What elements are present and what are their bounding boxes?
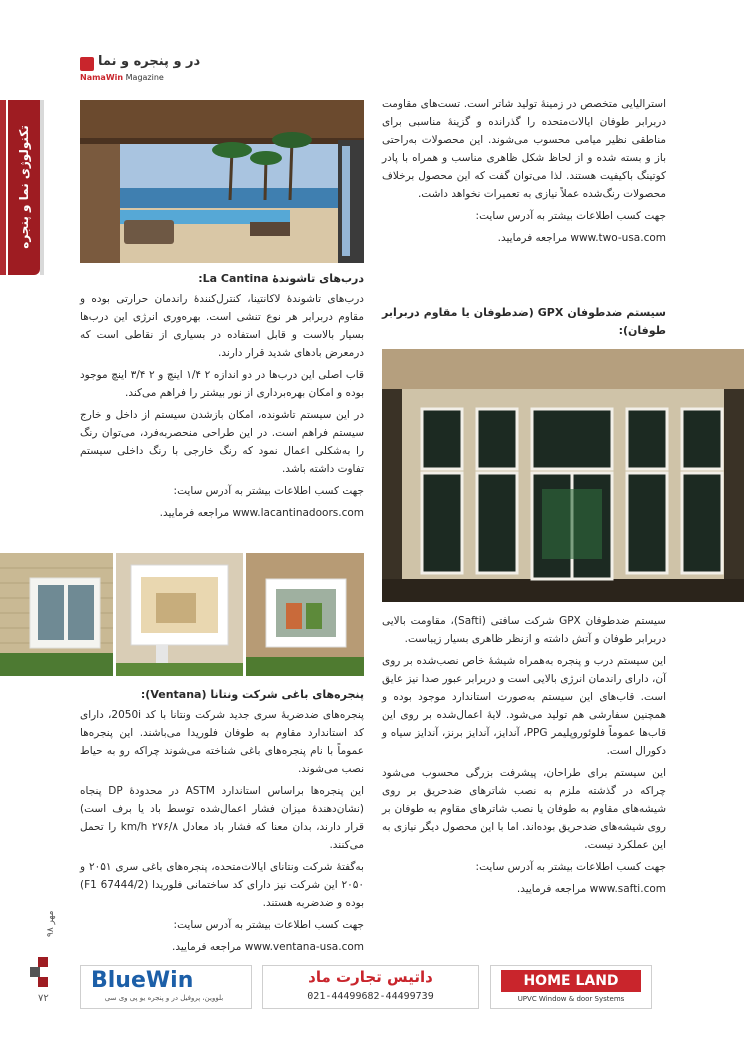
bluewin-logo: BlueWin — [91, 968, 194, 993]
ventana-section — [80, 686, 364, 960]
page-marker — [26, 910, 66, 1013]
logo-mark-icon — [80, 57, 94, 71]
ventana-link-line: www.ventana-usa.com مراجعه فرمایید. — [172, 941, 364, 953]
dateis-phone: 021-44499682-44499739 — [307, 991, 434, 1002]
ventana-contact: جهت کسب اطلاعات بیشتر به آدرس سایت: — [173, 919, 364, 931]
gpx-paragraph-1: سیستم ضدطوفان GPX شرکت سافتی (Safti)، مقاومت بالایی دربرابر طوفان و آتش داشته و ازنظر ظاهری بسیار زیباست. — [382, 615, 666, 645]
ventana-paragraph-3: به‌گفتهٔ شرکت ونتانای ایالات‌متحده، پنجره‌های باغی سری ۲۰۵۱ و ۲۰۵۰ این شرکت نیز دارای کد ساختمانی فلوریدا (F1 67444/2) بوده و ضدضربه هستند. — [80, 861, 364, 909]
two-usa-link-line: www.two-usa.com مراجعه فرمایید. — [497, 232, 666, 244]
two-usa-intro: استرالیایی متخصص در زمینهٔ تولید شاتر است. تست‌های مقاومت دربرابر طوفان ایالات‌متحده را گذرانده و گزینهٔ مناسبی برای مناطقی نظیر میامی محسوب می‌شوند. این محصولات به‌راحتی باز و بسته شده و از لحاظ شکل ظاهری مناسب و همراه با پادر کوتینگ باکیفیت هستند. لذا می‌توان گفت که این محصول برخلاف محصولات رنگ‌شده عملاً نیازی به تعمیرات نخواهد داشت. — [382, 98, 666, 200]
gpx-storefront-photo — [382, 349, 744, 602]
logo-name: در و پنجره و نما — [98, 54, 201, 69]
logo-subtitle: NamaWin Magazine — [80, 73, 164, 82]
magazine-logo — [80, 54, 200, 84]
section-tab-label: تکنولوژی نما و پنجره — [17, 125, 31, 249]
gpx-paragraph-3: این سیستم برای طراحان، پیشرفت بزرگی محسوب می‌شود چراکه در گذشته ملزم به نصب شاترهای ضدحریق بر روی شیشه‌های مقاوم به طوفان یا نصب شاترهای مقاوم به طوفان بر روی شیشه‌های ضدحریق بوده‌اند. اما با این محصول دیگر نیازی به این عملکرد نیست. — [382, 767, 666, 851]
lacantina-paragraph-3: در این سیستم تاشونده، امکان بازشدن سیستم از داخل و خارج سیستم فراهم است. در این طراحی منحصربه‌فرد، می‌توان رنگ را به‌شکلی اعمال نمود که رنگ خارجی با رنگ داخلی سیستم تفاوت داشته باشد. — [80, 409, 364, 475]
gpx-paragraph-2: این سیستم درب و پنجره به‌همراه شیشهٔ خاص نصب‌شده بر روی آن، دارای راندمان انرژی بالایی است و دربرابر عبور صدا نیز عایق است. قاب‌های این سیستم به‌صورت استاندارد موجود بوده و همچنین سفارشی هم تولید می‌شود. لایهٔ اعمال‌شده بر روی این قاب‌ها عموماً فلوئوروپلیمر PPG، آندایز، آندایز برنز، آندایز سیاه و دکورال است. — [382, 655, 666, 757]
lacantina-paragraph-2: قاب اصلی این درب‌ها در دو اندازه ۲ ۱/۴ اینچ و ۲ ۳/۴ اینچ موجود بوده و امکان بهره‌برداری از نور بیشتر را فراهم می‌کند. — [80, 369, 364, 399]
dateis-name: داتیس تجارت ماد — [308, 968, 433, 986]
garden-window-photo-2 — [116, 553, 243, 676]
homeland-tagline: UPVC Window & door Systems — [517, 995, 625, 1003]
bluewin-tagline: بلووین، پروفیل در و پنجره یو پی وی سی — [104, 994, 224, 1002]
garden-window-photo-3 — [246, 553, 364, 676]
lacantina-section — [80, 270, 364, 526]
gpx-url[interactable]: www.safti.com — [589, 883, 666, 895]
lacantina-url[interactable]: www.lacantinadoors.com — [232, 507, 364, 519]
gpx-contact: جهت کسب اطلاعات بیشتر به آدرس سایت: — [475, 861, 666, 873]
two-usa-url[interactable]: www.two-usa.com — [570, 232, 666, 244]
gpx-title: سیستم ضدطوفان GPX (ضدطوفان یا مقاوم دربرابر طوفان): — [382, 306, 666, 337]
homeland-ad[interactable] — [490, 965, 652, 1009]
ventana-paragraph-1: پنجره‌های ضدضربهٔ سری جدید شرکت ونتانا با کد 2050i، دارای کد استاندارد مقاوم به طوفان فلوریدا می‌باشند. این پنجره‌ها عموماً با نام پنجره‌های باغی شناخته می‌شوند چراکه رو به حیاط نصب می‌شوند. — [80, 709, 364, 775]
ventana-paragraph-2: این پنجره‌ها براساس استاندارد ASTM در محدودهٔ DP پنجاه (نشان‌دهندهٔ میزان فشار اعمال‌شده توسط باد یا برف است) قرار دارند، بدان معنا که فشار باد معادل ۲۷۶/۸ km/h را تحمل می‌کنند. — [80, 785, 364, 851]
two-usa-contact: جهت کسب اطلاعات بیشتر به آدرس سایت: — [475, 210, 666, 222]
section-tab — [0, 100, 70, 275]
lacantina-paragraph-1: درب‌های تاشوندهٔ لاکانتینا، کنترل‌کنندهٔ راندمان حرارتی بوده و مقاوم دربرابر هر نوع تنشی است. بهره‌وری انرژی این درب‌ها بسیار بالاست و قابل استفاده در بسیاری از نقاطی است که درمعرض بادهای شدید قرار دارند. — [80, 293, 364, 359]
gpx-heading-block — [382, 304, 666, 342]
two-usa-section — [382, 95, 666, 251]
garden-window-photo-1 — [0, 553, 113, 676]
dateis-ad[interactable] — [262, 965, 479, 1009]
patio-folding-doors-photo — [80, 100, 364, 263]
homeland-logo: HOME LAND — [501, 970, 641, 992]
lacantina-contact: جهت کسب اطلاعات بیشتر به آدرس سایت: — [173, 485, 364, 497]
page-number: ۷۲ — [38, 993, 49, 1004]
bluewin-ad[interactable] — [80, 965, 252, 1009]
lacantina-title: درب‌های تاشوندهٔ La Cantina: — [198, 272, 364, 285]
ventana-url[interactable]: www.ventana-usa.com — [244, 941, 364, 953]
ventana-title: پنجره‌های باغی شرکت ونتانا (Ventana): — [140, 688, 364, 701]
gpx-link-line: www.safti.com مراجعه فرمایید. — [516, 883, 666, 895]
lacantina-link-line: www.lacantinadoors.com مراجعه فرمایید. — [159, 507, 364, 519]
gpx-section — [382, 612, 666, 902]
issue-label: مهر ۹۸ — [46, 910, 56, 937]
